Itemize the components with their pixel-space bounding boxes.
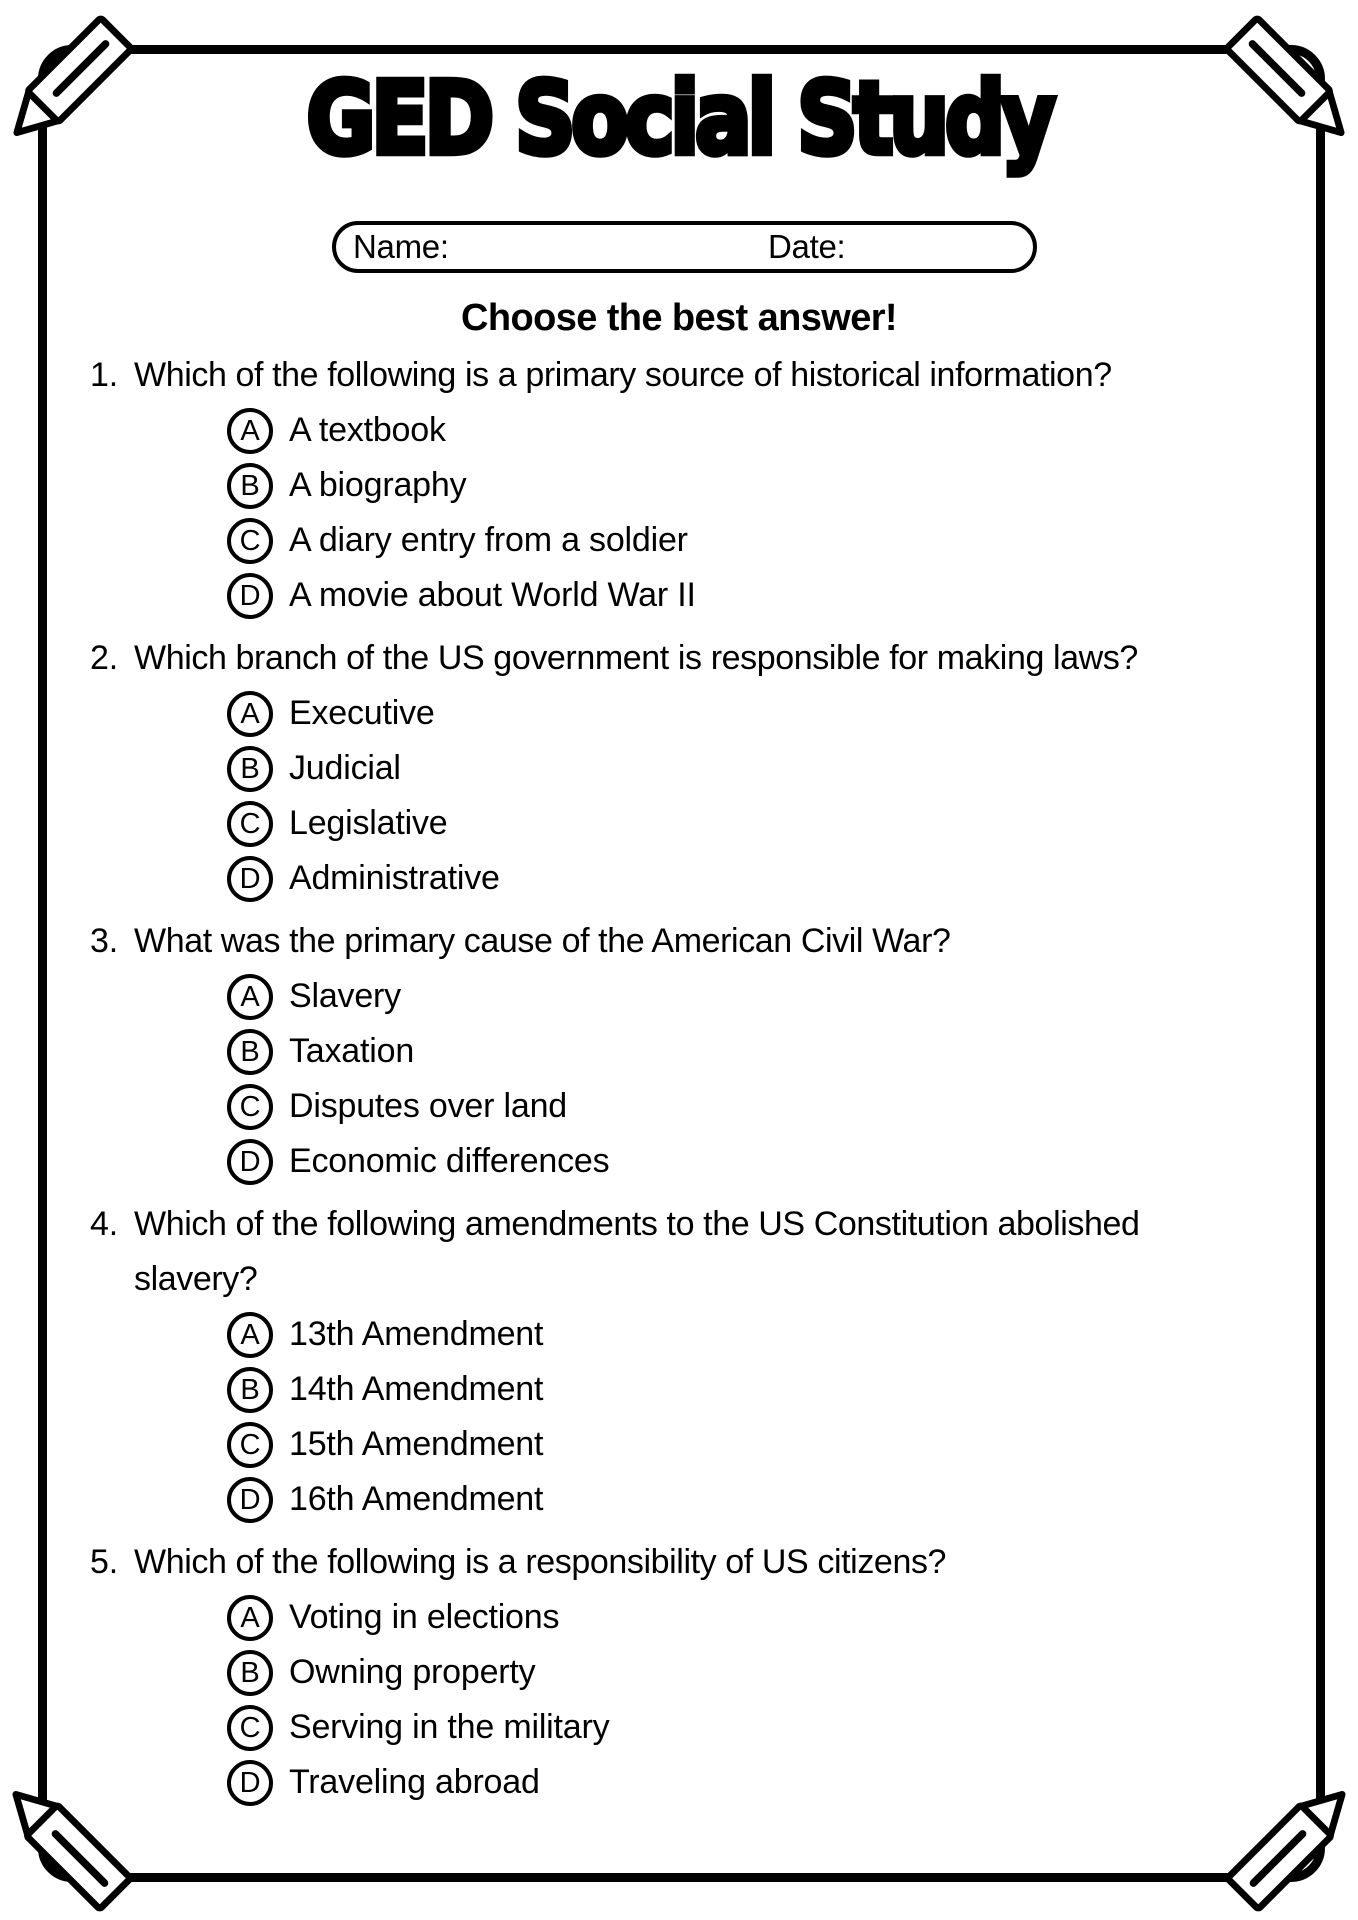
option-2d (90, 851, 1305, 906)
answer-bubble-5c[interactable]: C (227, 1705, 273, 1751)
worksheet-title: GED Social Study (306, 60, 1052, 177)
answer-bubble-5a[interactable]: A (227, 1595, 273, 1641)
name-date-field (332, 221, 1037, 273)
answer-bubble-3d[interactable]: D (227, 1139, 273, 1185)
option-3d-label: Economic differences (289, 1142, 610, 1180)
name-input-area[interactable] (461, 229, 756, 265)
option-5b-label: Owning property (289, 1653, 536, 1691)
option-4b-label: 14th Amendment (289, 1370, 544, 1408)
answer-bubble-4d[interactable]: D (227, 1477, 273, 1523)
option-1c (90, 513, 1305, 568)
option-1d (90, 568, 1305, 623)
answer-bubble-4a[interactable]: A (227, 1312, 273, 1358)
option-5d-label: Traveling abroad (289, 1763, 540, 1801)
name-label: Name: (353, 228, 449, 265)
date-input-area[interactable] (856, 229, 1021, 265)
answer-bubble-2a[interactable]: A (227, 691, 273, 737)
option-3d (90, 1134, 1305, 1189)
question-3-number: 3. (90, 922, 118, 960)
question-5-number: 5. (90, 1543, 118, 1581)
question-3 (90, 914, 1305, 969)
option-5b (90, 1645, 1305, 1700)
question-3-text: What was the primary cause of the American Civil War? (134, 922, 951, 960)
question-2-number: 2. (90, 639, 118, 677)
option-1c-label: A diary entry from a soldier (289, 521, 688, 559)
option-2b (90, 741, 1305, 796)
answer-bubble-3b[interactable]: B (227, 1029, 273, 1075)
option-3c-label: Disputes over land (289, 1087, 567, 1125)
question-4 (90, 1197, 1305, 1307)
option-1b-label: A biography (289, 466, 467, 504)
option-4d-label: 16th Amendment (289, 1480, 544, 1518)
question-5-text: Which of the following is a responsibility of US citizens? (134, 1543, 947, 1581)
question-list (90, 340, 1305, 1810)
option-1a (90, 403, 1305, 458)
option-4c (90, 1417, 1305, 1472)
option-2b-label: Judicial (289, 749, 401, 787)
answer-bubble-2d[interactable]: D (227, 856, 273, 902)
question-1 (90, 348, 1305, 403)
option-5a (90, 1590, 1305, 1645)
answer-bubble-1a[interactable]: A (227, 408, 273, 454)
answer-bubble-2b[interactable]: B (227, 746, 273, 792)
option-5a-label: Voting in elections (289, 1598, 560, 1636)
answer-bubble-1b[interactable]: B (227, 463, 273, 509)
option-4a (90, 1307, 1305, 1362)
option-4c-label: 15th Amendment (289, 1425, 544, 1463)
option-1b (90, 458, 1305, 513)
answer-bubble-4b[interactable]: B (227, 1367, 273, 1413)
option-2d-label: Administrative (289, 859, 500, 897)
option-3b-label: Taxation (289, 1032, 415, 1070)
date-label: Date: (768, 228, 846, 265)
answer-bubble-5b[interactable]: B (227, 1650, 273, 1696)
question-1-text: Which of the following is a primary source of historical information? (134, 356, 1112, 394)
option-1d-label: A movie about World War II (289, 576, 696, 614)
option-4d (90, 1472, 1305, 1527)
option-5d (90, 1755, 1305, 1810)
option-1a-label: A textbook (289, 411, 446, 449)
question-2 (90, 631, 1305, 686)
option-3a (90, 969, 1305, 1024)
instruction-text: Choose the best answer! (461, 297, 897, 339)
option-3b (90, 1024, 1305, 1079)
question-4-text: Which of the following amendments to the US Constitution abolished slavery? (134, 1205, 1140, 1298)
option-2c-label: Legislative (289, 804, 448, 842)
answer-bubble-3c[interactable]: C (227, 1084, 273, 1130)
option-2a (90, 686, 1305, 741)
option-4b (90, 1362, 1305, 1417)
option-5c-label: Serving in the military (289, 1708, 610, 1746)
option-3a-label: Slavery (289, 977, 401, 1015)
answer-bubble-1c[interactable]: C (227, 518, 273, 564)
option-3c (90, 1079, 1305, 1134)
option-5c (90, 1700, 1305, 1755)
answer-bubble-4c[interactable]: C (227, 1422, 273, 1468)
question-4-number: 4. (90, 1205, 118, 1243)
option-2c (90, 796, 1305, 851)
answer-bubble-5d[interactable]: D (227, 1760, 273, 1806)
question-5 (90, 1535, 1305, 1590)
answer-bubble-1d[interactable]: D (227, 573, 273, 619)
question-1-number: 1. (90, 356, 118, 394)
answer-bubble-2c[interactable]: C (227, 801, 273, 847)
option-2a-label: Executive (289, 694, 435, 732)
option-4a-label: 13th Amendment (289, 1315, 544, 1353)
question-2-text: Which branch of the US government is responsible for making laws? (134, 639, 1138, 677)
answer-bubble-3a[interactable]: A (227, 974, 273, 1020)
